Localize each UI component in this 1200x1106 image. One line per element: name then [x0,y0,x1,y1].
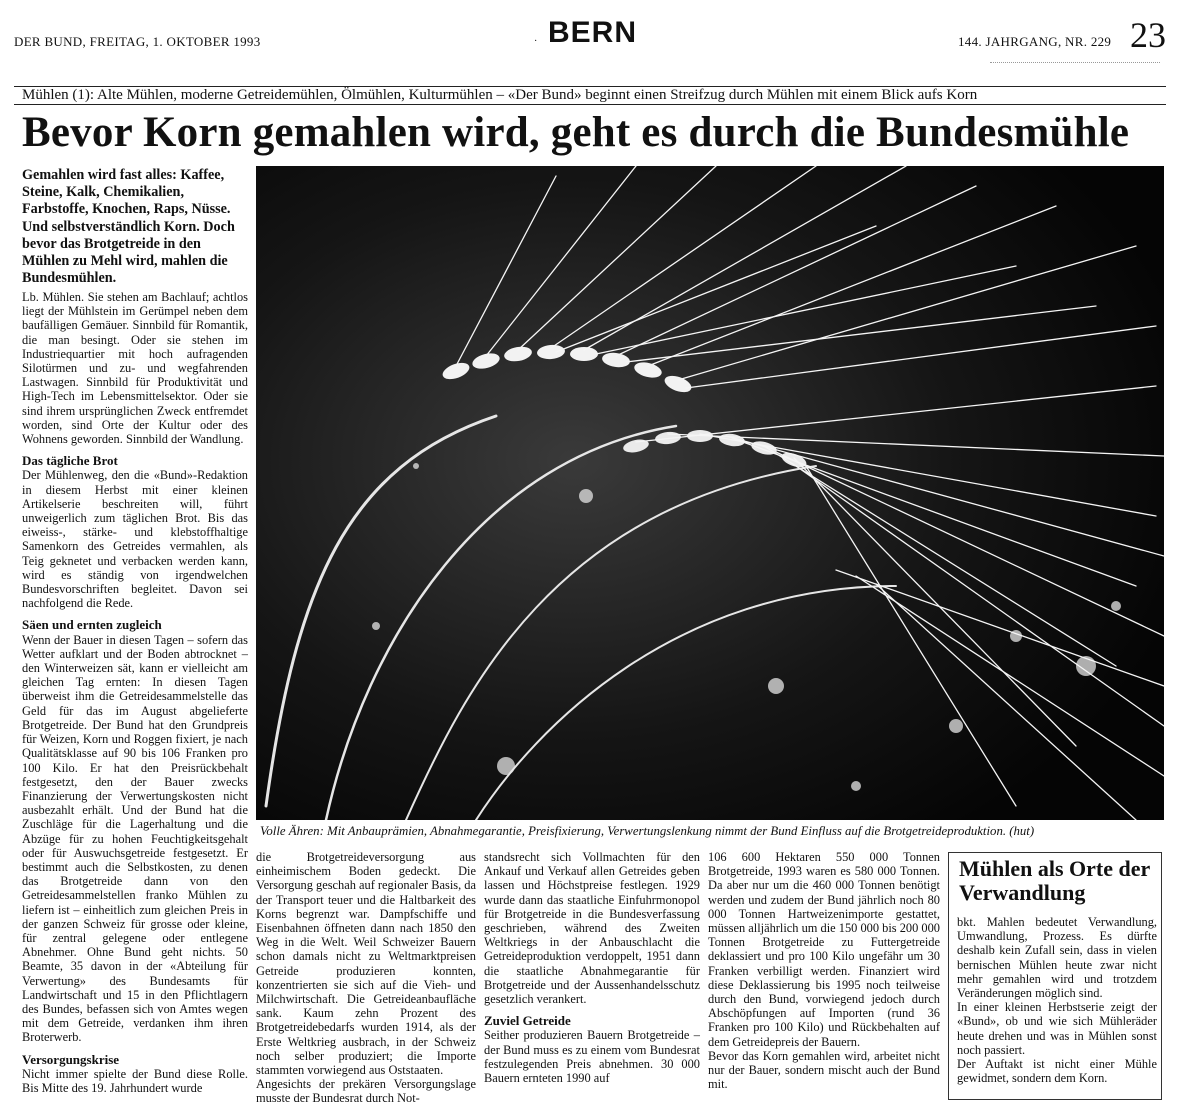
paragraph: Der Auftakt ist nicht einer Mühle gewidmet, sondern dem Korn. [957,1057,1157,1086]
column-4 [708,850,940,1091]
masthead-dot: · [534,36,538,47]
column-2 [256,850,476,1106]
paragraph: bkt. Mahlen bedeutet Verwandlung, Umwandlung, Prozess. Es dürfte deshalb kein Zufall sein, dass in vielen bernischen Mühlen heute zwar nicht mehr gemahlen wird und trotzdem Veränderungen möglich sind. [957,915,1157,1001]
paragraph: standsrecht sich Vollmachten für den Ankauf und Verkauf allen Getreides geben lassen und Höchstpreise festlegen. 1929 wurde dann das staatliche Einfuhrmonopol für Brotgetreide in die Bundesverfassung geschrieben, während des Zweiten Weltkriegs in der Anbauschlacht die Getreideproduktion verdoppelt, 1951 dann die staatliche Abnahmegarantie für Brotgetreide und der Aussenhandelsschutz gesetzlich verankert. [484,850,700,1007]
masthead-section: BERN [548,16,638,49]
masthead-date: DER BUND, FREITAG, 1. OKTOBER 1993 [14,34,261,49]
wheat-illustration [256,166,1164,820]
paragraph: Nicht immer spielte der Bund diese Rolle. Bis Mitte des 19. Jahrhundert wurde [22,1066,248,1095]
paragraph: Wenn der Bauer in diesen Tagen – sofern das Wetter aufklart und der Boden abtrocknet – den Winterweizen sät, kann er vielleicht am gleichen Tag ernten: In diesen Tagen überweist ihm die Getreidesammelstelle das Geld für das im August abgelieferte Brotgetreide. Der Bund hat den Grundpreis für Weizen, Korn und Roggen fixiert, je nach Qualitätsklasse auf 90 bis 106 Franken pro 100 Kilo. Er hat den Preisrückbehalt festgesetzt, den der Bauer zwecks Finanzierung der Verwertungskosten nicht ausbezahlt erhält. Und der Bund hat die Zuschläge für die Lagerhaltung und die Abzüge für zu hohen Feuchtigkeitsgehalt oder für Auswuchsgetreide festgesetzt. Er bestimmt auch die Selbstkosten, zu denen das Brotgetreide dann von den Getreidesammelstellen franko Mühlen zu liefern ist – einheitlich zum gleichen Preis in der ganzen Schweiz für grosse oder kleine, für zentral gelegene oder entlegene Abnehmer. Ohne Bund geht nichts. 50 Beamte, 35 davon in der «Abteilung für Verwertung» des Bundesamts für Landwirtschaft und 15 in den Pflichtlagern des Bundes, befassen sich von Amtes wegen mit dem Getreide, verdanken ihm ihren Broterwerb. [22,632,248,1045]
masthead-issue: 144. JAHRGANG, NR. 229 [958,34,1112,49]
article-kicker: Mühlen (1): Alte Mühlen, moderne Getreidemühlen, Ölmühlen, Kulturmühlen – «Der Bund» beginnt einen Streifzug durch Mühlen mit einem Blick aufs Korn [22,87,978,103]
paragraph: Angesichts der prekären Versorgungslage musste der Bundesrat durch Not- [256,1077,476,1106]
masthead-hairline [990,62,1160,63]
paragraph: Der Mühlenweg, den die «Bund»-Redaktion in diesem Herbst mit einer kleinen Artikelserie beschreiten will, führt unweigerlich zum täglichen Brot. Bis das eiweiss-, stärke- und klebstoffhaltige Samenkorn des Getreides vermahlen, als Teig geknetet und verbacken werden kann, wird es ständig von irgendwelchen Bundesvorschriften begleitet. Davon sei nachfolgend die Rede. [22,468,248,611]
sidebar-box [948,852,1162,1100]
paragraph: Seither produzieren Bauern Brotgetreide – der Bund muss es zu einem vom Bundesrat festzulegenden Preis abnehmen. 30 000 Bauern ernteten 1990 auf [484,1028,700,1086]
article-lead: Gemahlen wird fast alles: Kaffee, Steine, Kalk, Chemikalien, Farbstoffe, Knochen, Raps, Nüsse. Und selbstverständlich Korn. Doch bevor das Brotgetreide in den Mühlen zu Mehl wird, mahlen die Bundesmühlen. [22,167,235,287]
paragraph: die Brotgetreideversorgung aus einheimischem Boden gedeckt. Die Versorgung geschah auf regionaler Basis, da der Transport teuer und die Haltbarkeit des Korns begrenzt war. Dampfschiffe und Eisenbahnen öffneten dann nach 1850 den Weg in die Welt. Weil Schweizer Bauern schon damals nicht zu Weltmarktpreisen Getreide produzieren konnten, konzentrierten sie sich auf die Vieh- und Milchwirtschaft. Die Getreideanbaufläche sank. Kaum zehn Prozent des Brotgetreidebedarfs wurden 1914, als der Erste Weltkrieg ausbrach, in der Schweiz noch selber produziert; die Importe stammten vorwiegend aus Oststaaten. [256,850,476,1078]
box-title: Mühlen als Orte der Verwandlung [959,856,1150,905]
subheading: Versorgungskrise [22,1051,120,1067]
subheading: Zuviel Getreide [484,1013,571,1029]
paragraph: In einer kleinen Herbstserie zeigt der «Bund», ob und wie sich Mühleräder heute drehen und was in Mühlen sonst noch passiert. [957,1000,1157,1057]
subheading: Das tägliche Brot [22,453,118,469]
paragraph: Bevor das Korn gemahlen wird, arbeitet nicht nur der Bauer, sondern mischt auch der Bund mit. [708,1048,940,1092]
paragraph: Lb. Mühlen. Sie stehen am Bachlauf; achtlos liegt der Mühlstein im Gerümpel neben dem baufälligen Gemäuer. Sinnbild für Romantik, die man besingt. Oder sie stehen im Industriequartier mit hoch aufragenden Silotürmen und zu- und wegfahrenden Lastwagen. Sinnbild für Produktivität und High-Tech im Lebensmittelsektor. Oder sie sind ihrem ursprünglichen Zweck entfremdet worden, sind Orte der Kultur oder des Wohnens geworden. Sinnbild der Wandlung. [22,290,248,447]
page-number: 23 [1130,15,1166,55]
box-body [957,915,1157,1085]
subheading: Säen und ernten zugleich [22,617,162,633]
paragraph: 106 600 Hektaren 550 000 Tonnen Brotgetreide, 1993 waren es 580 000 Tonnen. Da aber nur um die 460 000 Tonnen benötigt werden und zudem der Bund jährlich noch 80 000 Tonnen Hartweizenimporte gestattet, müssen alljährlich um die 150 000 bis 200 000 Tonnen Brotgetreide zu Futtergetreide deklassiert und pro 100 Kilo ungefähr um 30 Franken verbilligt werden. Finanziert wird diese Deklassierung bis 1995 noch teilweise durch den Bund, vorwiegend jedoch durch Abschöpfungen auf Importen (rund 36 Franken pro 100 Kilo) und Rückbehalten auf dem Getreidepreis der Bauern. [708,850,940,1049]
column-1 [22,290,248,1095]
wheat-photo [256,166,1164,820]
column-3 [484,850,700,1085]
kicker-rule-bottom [14,104,1166,105]
article-headline: Bevor Korn gemahlen wird, geht es durch die Bundesmühle [22,109,1130,156]
photo-caption: Volle Ähren: Mit Anbauprämien, Abnahmegarantie, Preisfixierung, Verwertungslenkung nimmt der Bund Einfluss auf die Brotgetreideproduktion. (hut) [260,824,1035,838]
